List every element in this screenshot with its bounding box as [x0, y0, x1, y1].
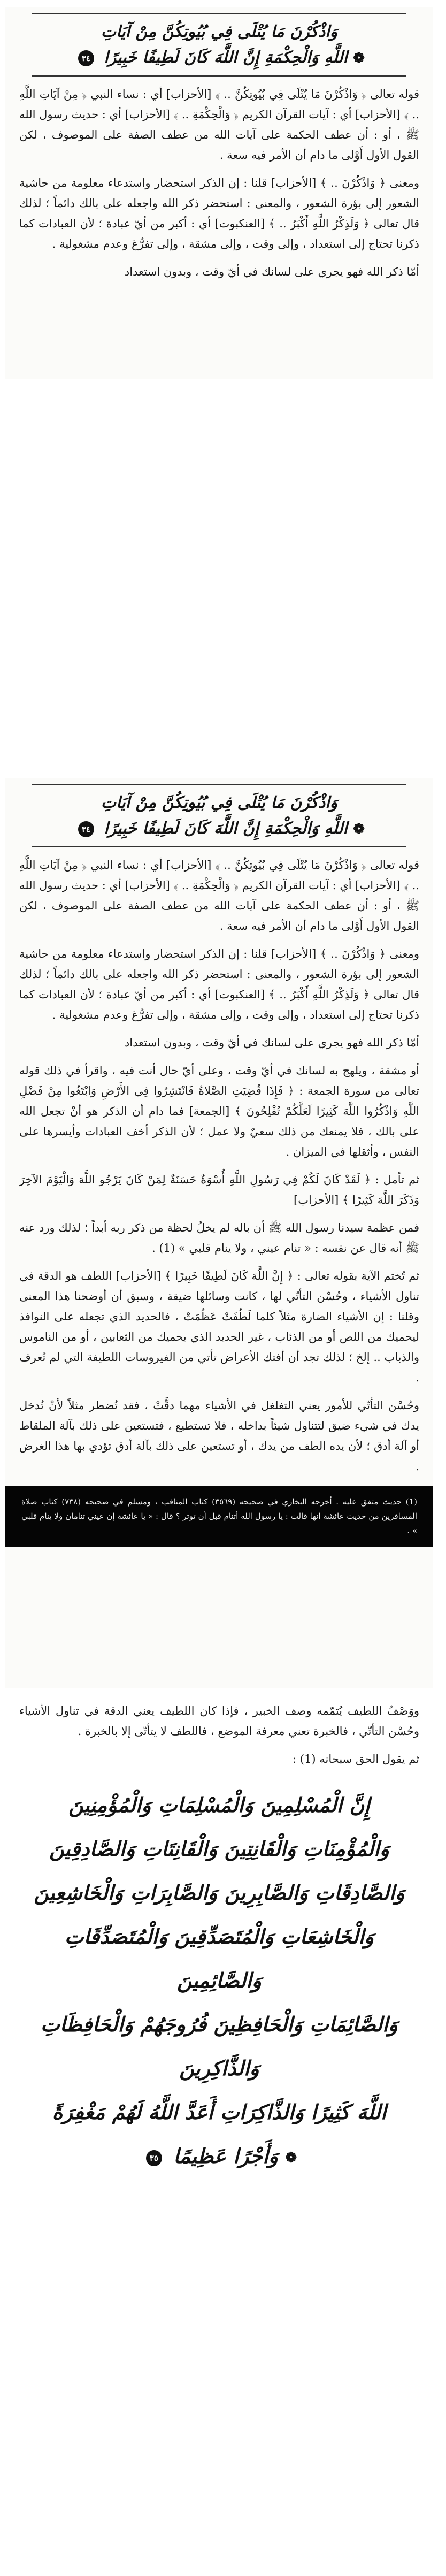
quran-verse-header — [32, 13, 406, 77]
verse-line — [32, 45, 406, 71]
commentary-paragraph: أمّا ذكر الله فهو يجري على لسانك في أيّ وقت ، وبدون استعداد — [124, 1036, 419, 1049]
commentary-paragraph: قوله تعالى ﴿ وَاذْكُرْنَ مَا يُتْلَى فِي بُيُوتِكُنَّ .. ﴾ [الأحزاب] أي : نساء النبي ﴿ مِنْ آيَاتِ اللَّهِ .. ﴾ [الأحزاب] أي : آيات القرآن الكريم ﴿ وَالْحِكْمَةِ .. ﴾ [الأحزاب] أي : حديث رسول الله ﷺ ، أو : أن عطف الحكمة على آيات الله من عطف الصفة على الموصوف ، لكن القول الأول أَوْلى ما دام أن الأمر فيه سعة . — [19, 859, 419, 932]
footnote-box — [5, 1486, 433, 1547]
verse-number-badge: ٣٤ — [78, 821, 94, 837]
verse-text: اللَّهِ وَالْحِكْمَةِ إِنَّ اللَّهَ كَانَ لَطِيفًا خَبِيرًا — [104, 48, 348, 67]
commentary-paragraph: فمن عظمة سيدنا رسول الله ﷺ أن باله لم يخلُ لحظة من ذكر ربه أبداً ؛ لذلك ورد عنه ﷺ أنه قال عن نفسه : « تنام عيني ، ولا ينام قلبي » (1) . — [19, 1221, 419, 1255]
verse-line: وَالصَّائِمَاتِ وَالْحَافِظِينَ فُرُوجَهُمْ وَالْحَافِظَاتِ وَالذَّاكِرِينَ — [41, 2012, 398, 2080]
commentary-paragraph: ومعنى ﴿ وَاذْكُرْنَ .. ﴾ [الأحزاب] قلنا : إن الذكر استحضار واستدعاء معلومة من حاشية الشعور إلى بؤرة الشعور ، والمعنى : استحضر ذكر الله واجعله على بالك دائماً ؛ لذلك قال تعالى ﴿ وَلَذِكْرُ اللَّهِ أَكْبَرُ .. ﴾ [العنكبوت] أي : أكبر من أيّ عبادة ؛ لأن العبادات كما ذكرنا تحتاج إلى استعداد ، وإلى وقت ، وإلى مشقة ، وإلى تفرُّغ وعدم مشغولية . — [19, 947, 419, 1021]
commentary-paragraph: أمّا ذكر الله فهو يجري على لسانك في أيّ وقت ، وبدون استعداد — [124, 265, 419, 278]
commentary-paragraph: قوله تعالى ﴿ وَاذْكُرْنَ مَا يُتْلَى فِي بُيُوتِكُنَّ .. ﴾ [الأحزاب] أي : نساء النبي ﴿ مِنْ آيَاتِ اللَّهِ .. ﴾ [الأحزاب] أي : آيات القرآن الكريم ﴿ وَالْحِكْمَةِ .. ﴾ [الأحزاب] أي : حديث رسول الله ﷺ ، أو : أن عطف الحكمة على آيات الله من عطف الصفة على الموصوف ، لكن القول الأول أَوْلى ما دام أن الأمر فيه سعة . — [19, 88, 419, 162]
footnote-text: (1) حديث متفق عليه . أخرجه البخاري في صحيحه (٣٥٦٩) كتاب المناقب ، ومسلم في صحيحه (٧٣٨) كتاب صلاة المسافرين من حديث عائشة أنها قالت : يا رسول الله أتنام قبل أن توتر ؟ قال : « يا عائشة إن عيني تنامان ولا ينام قلبي » . — [21, 1497, 418, 1535]
page-scan-3 — [5, 1693, 433, 2549]
page-scan-1 — [5, 7, 433, 379]
page-scan-2 — [5, 778, 433, 1688]
verse-line: إِنَّ الْمُسْلِمِينَ وَالْمُسْلِمَاتِ وَالْمُؤْمِنِينَ — [68, 1793, 370, 1817]
commentary-paragraph: ثم يقول الحق سبحانه (1) : — [293, 1753, 419, 1765]
verse-text: وَأَجْرًا عَظِيمًا — [173, 2144, 279, 2168]
ornament-icon: ❁ — [285, 2150, 297, 2166]
verse-line: وَالصَّادِقَاتِ وَالصَّابِرِينَ وَالصَّابِرَاتِ وَالْخَاشِعِينَ — [34, 1881, 405, 1905]
commentary-paragraph: ومعنى ﴿ وَاذْكُرْنَ .. ﴾ [الأحزاب] قلنا : إن الذكر استحضار واستدعاء معلومة من حاشية الشعور إلى بؤرة الشعور ، والمعنى : استحضر ذكر الله واجعله على بالك دائماً ؛ لذلك قال تعالى ﴿ وَلَذِكْرُ اللَّهِ أَكْبَرُ .. ﴾ [العنكبوت] أي : أكبر من أيّ عبادة ؛ لأن العبادات كما ذكرنا تحتاج إلى استعداد ، وإلى وقت ، وإلى مشقة ، وإلى تفرُّغ وعدم مشغولية . — [19, 177, 419, 250]
verse-number-badge: ٣٥ — [146, 2150, 162, 2166]
ornament-icon: ❁ — [353, 50, 365, 66]
verse-line: وَالْمُؤْمِنَاتِ وَالْقَانِتِينَ وَالْقَانِتَاتِ وَالصَّادِقِينَ — [49, 1837, 389, 1861]
verse-line — [32, 816, 406, 842]
ornament-icon: ❁ — [353, 821, 365, 837]
verse-line: اللَّهَ كَثِيرًا وَالذَّاكِرَاتِ أَعَدَّ اللَّهُ لَهُمْ مَغْفِرَةً — [52, 2100, 387, 2124]
commentary-paragraph: ثم تُختم الآية بقوله تعالى : ﴿ إِنَّ اللَّهَ كَانَ لَطِيفًا خَبِيرًا ﴾ [الأحزاب] اللطف هو الدقة في تناول الأشياء ، وحُسْن التأتّي لها ، كانت وسائلها ضيقة ، وسبق أن أوضحنا هذا المعنى وقلنا : إن الأشياء الضارة مثلاً كلما لَطُفَتْ عَظُمَتْ ، فالحديد الذي تجعله على النوافذ ليحميك من اللص أو من الذئاب ، غير الحديد الذي يحميك من الثعابين ، أو من الناموس والذباب .. إلخ ؛ لذلك تجد أن أفتك الأعراض تأتي من الفيروسات اللطيفة التي لم تُعرف . — [19, 1270, 419, 1384]
commentary-paragraph: ووَصْفُ اللطيف يُتمّمه وصف الخبير ، فإذا كان اللطيف يعني الدقة في تناول الأشياء وحُسْن التأتّي ، فالخبرة تعني معرفة الموضع ، فاللطف لا يتأتّى إلا بالخبرة . — [19, 1704, 419, 1738]
verse-line: وَاذْكُرْنَ مَا يُتْلَى فِي بُيُوتِكُنَّ مِنْ آيَاتِ — [101, 22, 338, 41]
commentary-paragraph: وحُسْن التأتّي للأمور يعني التغلغل في الأشياء مهما دقَّتْ ، فقد تُضطر مثلاً لأنْ تُدخل يدك في شيء ضيق لتتناول شيئاً بداخله ، فلا تستطيع ، فتستعين على ذلك بآلة الملقاط أو آلة أدق ؛ لأن يده الطف من يدك ، أو تستعين على ذلك بآلة أدق تؤدي بها هذا الغرض . — [19, 1399, 419, 1473]
verse-text: اللَّهِ وَالْحِكْمَةِ إِنَّ اللَّهَ كَانَ لَطِيفًا خَبِيرًا — [104, 819, 348, 838]
commentary-paragraph: أو مشقة ، ويلهج به لسانك في أيّ وقت ، وعلى أيّ حال أنت فيه ، واقرأ في ذلك قوله تعالى من سورة الجمعة : ﴿ فَإِذَا قُضِيَتِ الصَّلاةُ فَانْتَشِرُوا فِي الأَرْضِ وَابْتَغُوا مِنْ فَضْلِ اللَّهِ وَاذْكُرُوا اللَّهَ كَثِيرًا لَعَلَّكُمْ تُفْلِحُونَ ﴾ [الجمعة] فما دام أن الذكر هو أنْ تجعل الله على بالك ، فلا يمنعك من ذلك سعيٌ ولا عمل ؛ لأن الذكر أخف العبادات وأيسرها على النفس ، وأثقلها في الميزان . — [19, 1064, 419, 1158]
verse-line: وَالْخَاشِعَاتِ وَالْمُتَصَدِّقِينَ وَالْمُتَصَدِّقَاتِ وَالصَّائِمِينَ — [64, 1924, 374, 1992]
quran-verse-block — [27, 1783, 412, 2180]
verse-number-badge: ٣٤ — [78, 50, 94, 66]
quran-verse-header — [32, 784, 406, 847]
verse-line: وَاذْكُرْنَ مَا يُتْلَى فِي بُيُوتِكُنَّ مِنْ آيَاتِ — [101, 793, 338, 812]
commentary-paragraph: ثم تأمل : ﴿ لَقَدْ كَانَ لَكُمْ فِي رَسُولِ اللَّهِ أُسْوَةٌ حَسَنَةٌ لِمَنْ كَانَ يَرْجُو اللَّهَ وَالْيَوْمَ الآخِرَ وَذَكَرَ اللَّهَ كَثِيرًا ﴾ [الأحزاب] — [19, 1173, 419, 1206]
verse-line — [27, 2134, 412, 2180]
